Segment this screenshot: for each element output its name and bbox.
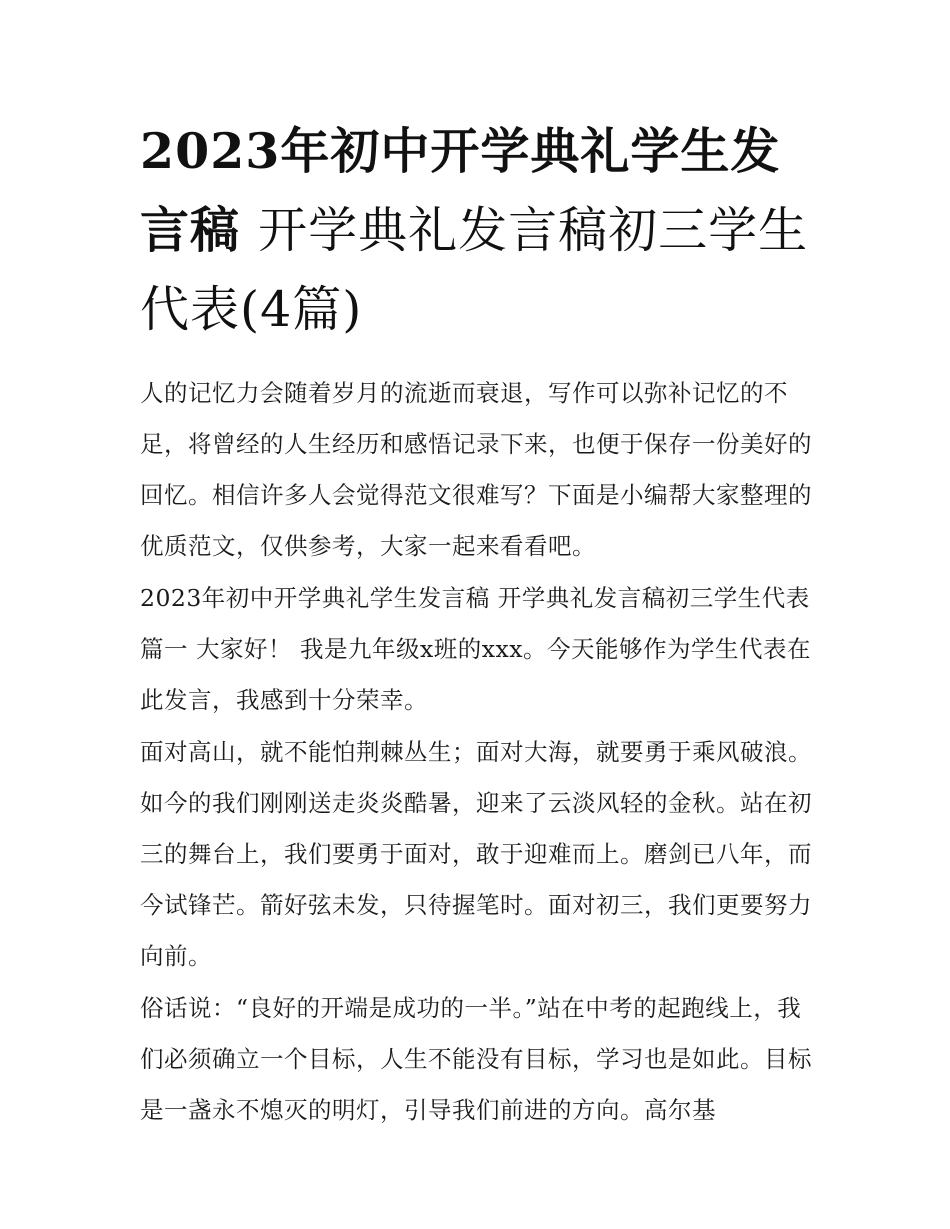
intro-paragraph: 人的记忆力会随着岁月的流逝而衰退，写作可以弥补记忆的不足，将曾经的人生经历和感悟记录下来，也便于保存一份美好的回忆。相信许多人会觉得范文很难写？下面是小编帮大家整理的优质范文，仅供参考，大家一起来看看吧。	[140, 379, 812, 560]
body-paragraph: 面对高山，就不能怕荆棘丛生；面对大海，就要勇于乘风破浪。如今的我们刚刚送走炎炎酷暑，迎来了云淡风轻的金秋。站在初三的舞台上，我们要勇于面对，敢于迎难而上。磨剑已八年，而今试锋芒。箭好弦未发，只待握笔时。面对初三，我们更要努力向前。	[140, 738, 812, 970]
title-main: 2023年初中开学典礼学生发言稿	[140, 122, 781, 259]
document-page	[140, 112, 820, 1136]
document-title	[140, 112, 820, 349]
title-subtitle: 开学典礼发言稿初三学生代表(4篇)	[140, 202, 809, 338]
speech-opening-paragraph: 2023年初中开学典礼学生发言稿 开学典礼发言稿初三学生代表篇一 大家好！ 我是九年级x班的xxx。今天能够作为学生代表在此发言，我感到十分荣幸。	[140, 584, 811, 714]
body-paragraph: 俗话说：“良好的开端是成功的一半。”站在中考的起跑线上，我们必须确立一个目标，人生不能没有目标，学习也是如此。目标是一盏永不熄灭的明灯，引导我们前进的方向。高尔基	[140, 994, 812, 1124]
